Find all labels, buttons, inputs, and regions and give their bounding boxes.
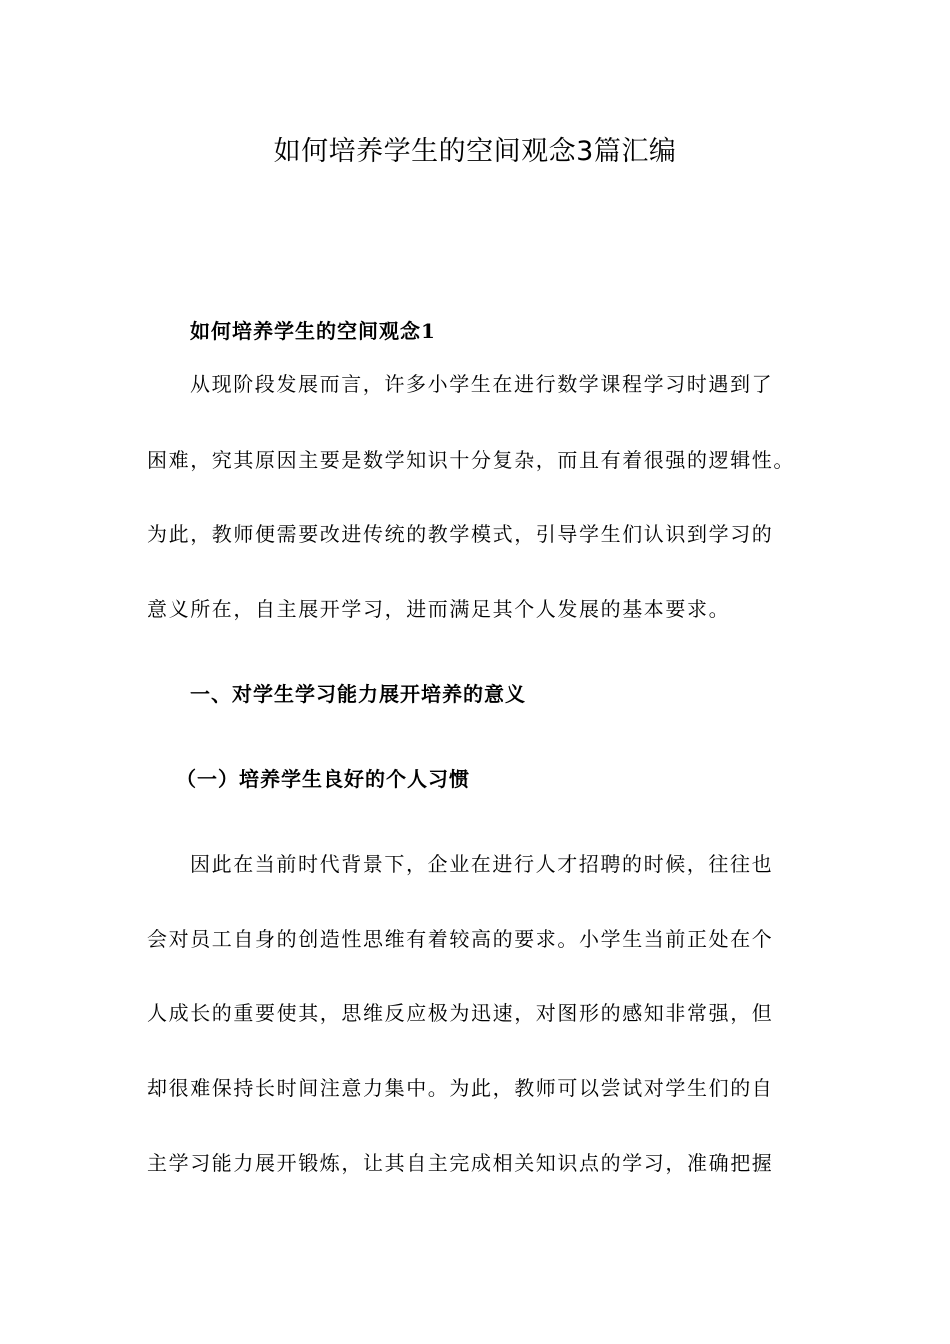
paragraph-2-line-4: 却很难保持长时间注意力集中。为此，教师可以尝试对学生们的自 <box>147 1076 774 1100</box>
section-heading: 如何培养学生的空间观念1 <box>190 319 436 343</box>
paragraph-1-line-4: 意义所在，自主展开学习，进而满足其个人发展的基本要求。 <box>147 597 731 621</box>
paragraph-2-line-3: 人成长的重要使其，思维反应极为迅速，对图形的感知非常强，但 <box>147 1001 774 1025</box>
paragraph-2-line-5: 主学习能力展开锻炼，让其自主完成相关知识点的学习，准确把握 <box>147 1151 774 1175</box>
heading-one: 一、对学生学习能力展开培养的意义 <box>190 682 526 706</box>
paragraph-1-line-1: 从现阶段发展而言，许多小学生在进行数学课程学习时遇到了 <box>190 372 774 396</box>
paragraph-2-line-1: 因此在当前时代背景下，企业在进行人才招聘的时候，往往也 <box>190 852 774 876</box>
paragraph-2-line-2: 会对员工自身的创造性思维有着较高的要求。小学生当前正处在个 <box>147 927 774 951</box>
paragraph-1-line-2: 困难，究其原因主要是数学知识十分复杂，而且有着很强的逻辑性。 <box>147 448 795 472</box>
paragraph-1-line-3: 为此，教师便需要改进传统的教学模式，引导学生们认识到学习的 <box>147 522 774 546</box>
document-title: 如何培养学生的空间观念3篇汇编 <box>273 136 677 167</box>
subheading-one: （一）培养学生良好的个人习惯 <box>176 767 470 791</box>
